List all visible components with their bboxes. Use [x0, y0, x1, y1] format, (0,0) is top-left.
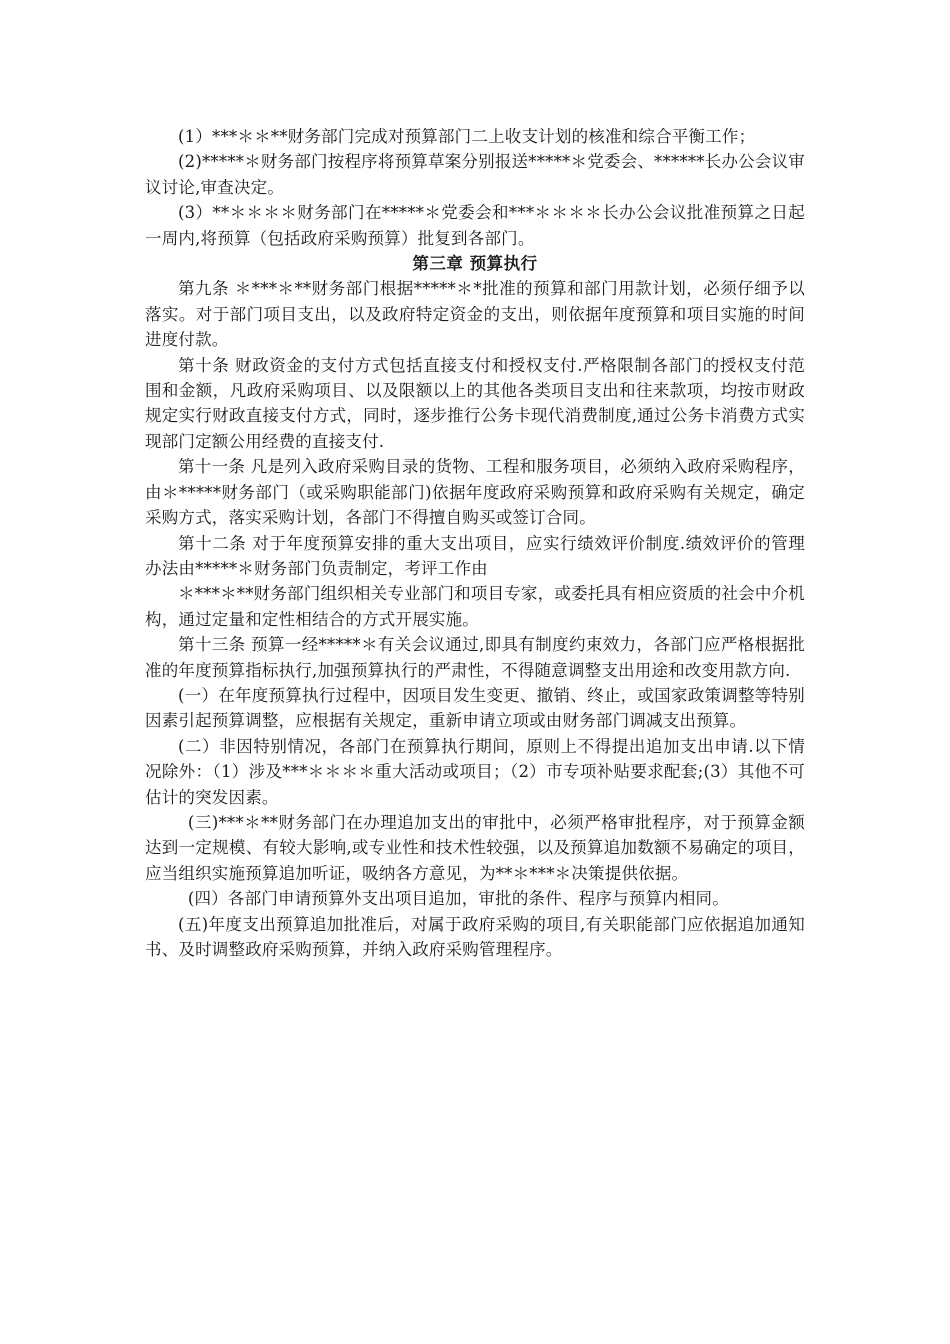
- document-page: [145, 124, 805, 962]
- article-10: 第十条 财政资金的支付方式包括直接支付和授权支付.严格限制各部门的授权支付范围和金额，凡政府采购项目、以及限额以上的其他各类项目支出和往来款项，均按市财政规定实行财政直接支付方式，同时，逐步推行公务卡现代消费制度,通过公务卡消费方式实现部门定额公用经费的直接支付.: [145, 355, 805, 451]
- article-13: 第十三条 预算一经*****＊有关会议通过,即具有制度约束效力，各部门应严格根据批准的年度预算指标执行,加强预算执行的严肃性，不得随意调整支出用途和改变用款方向.: [145, 635, 805, 680]
- paragraph-item-2: (2)*****＊财务部门按程序将预算草案分别报送*****＊党委会、******长办公会议审议讨论,审查决定。: [145, 152, 805, 197]
- article-13-item-5: (五)年度支出预算追加批准后，对属于政府采购的项目,有关职能部门应依据追加通知书、及时调整政府采购预算，并纳入政府采购管理程序。: [145, 914, 805, 959]
- chapter-title: 第三章 预算执行: [412, 254, 538, 274]
- article-13-item-1: (一）在年度预算执行过程中，因项目发生变更、撤销、终止，或国家政策调整等特别因素引起预算调整，应根据有关规定，重新申请立项或由财务部门调减支出预算。: [145, 685, 805, 731]
- article-13-item-2: (二）非因特别情况，各部门在预算执行期间，原则上不得提出追加支出申请.以下情况除外：（1）涉及***＊＊＊＊重大活动或项目；（2）市专项补贴要求配套;(3）其他不可估计的突发因素。: [145, 736, 805, 807]
- article-11: 第十一条 凡是列入政府采购目录的货物、工程和服务项目，必须纳入政府采购程序，由＊*****财务部门（或采购职能部门)依据年度政府采购预算和政府采购有关规定，确定采购方式，落实采购计划，各部门不得擅自购买或签订合同。: [145, 457, 805, 528]
- article-9: 第九条 ＊***＊**财务部门根据*****＊*批准的预算和部门用款计划，必须仔细予以落实。对于部门项目支出，以及政府特定资金的支出，则依据年度预算和项目实施的时间进度付款。: [145, 279, 805, 350]
- article-12-continued: ＊***＊**财务部门组织相关专业部门和项目专家，或委托具有相应资质的社会中介机构，通过定量和定性相结合的方式开展实施。: [145, 584, 805, 629]
- paragraph-item-1: (1）***＊＊**财务部门完成对预算部门二上收支计划的核准和综合平衡工作；: [178, 127, 756, 146]
- article-12: 第十二条 对于年度预算安排的重大支出项目，应实行绩效评价制度.绩效评价的管理办法由*****＊财务部门负责制定，考评工作由: [145, 533, 805, 578]
- article-13-item-4: (四）各部门申请预算外支出项目追加，审批的条件、程序与预算内相同。: [187, 889, 729, 909]
- article-13-item-3: (三)***＊**财务部门在办理追加支出的审批中，必须严格审批程序，对于预算金额达到一定规模、有较大影响,或专业性和技术性较强，以及预算追加数额不易确定的项目，应当组织实施预算追加听证，吸纳各方意见，为**＊***＊决策提供依据。: [145, 812, 805, 883]
- paragraph-item-3: (3）**＊＊＊＊财务部门在*****＊党委会和***＊＊＊＊长办公会议批准预算之日起一周内,将预算（包括政府采购预算）批复到各部门。: [145, 203, 805, 248]
